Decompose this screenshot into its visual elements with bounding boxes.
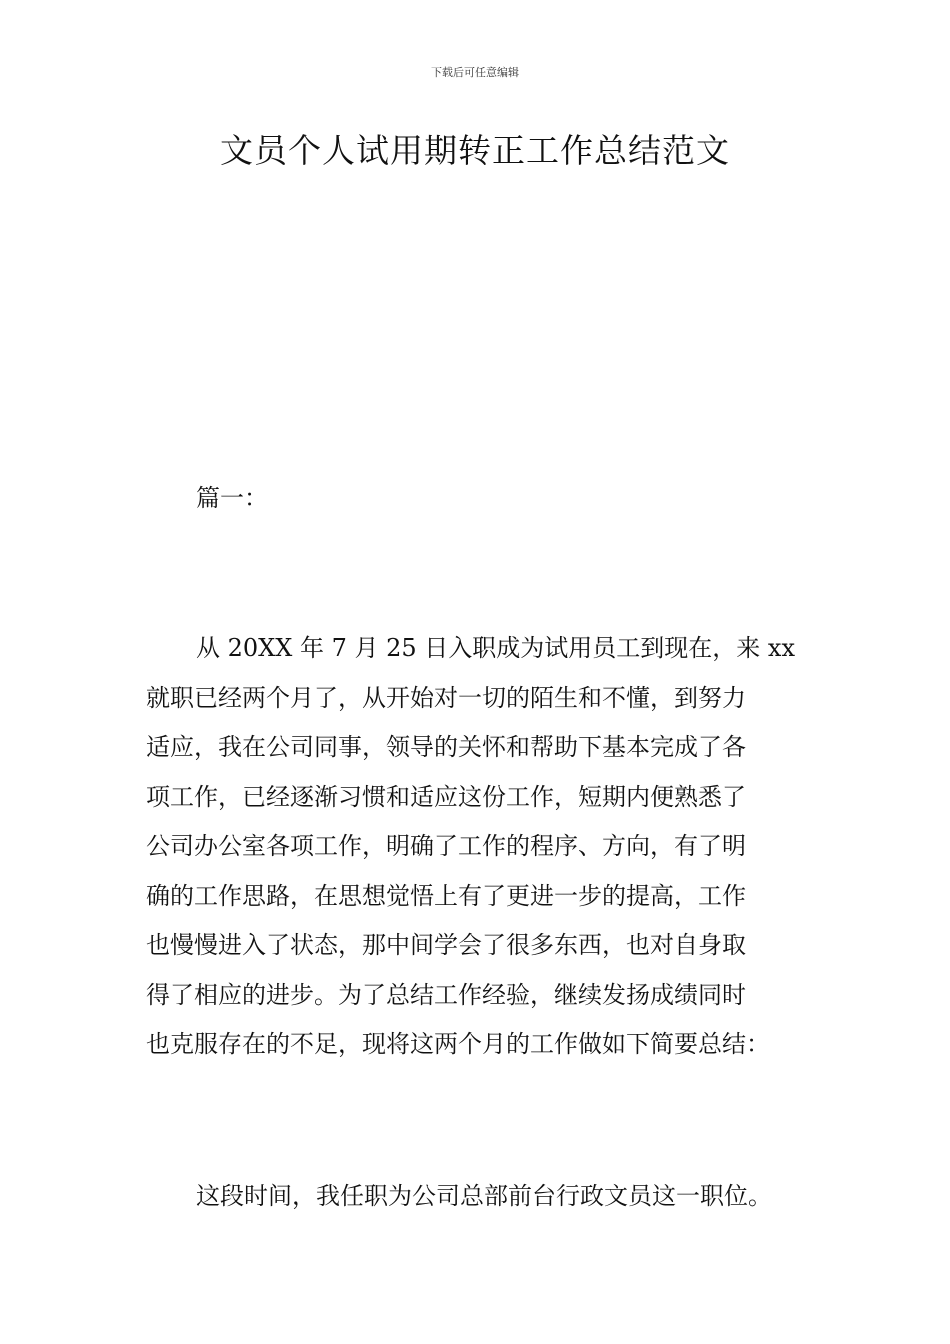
paragraph-line: 从 20XX 年 7 月 25 日入职成为试用员工到现在，来 xx <box>196 634 795 662</box>
paragraph-line: 这段时间，我任职为公司总部前台行政文员这一职位。 <box>196 1182 772 1210</box>
paragraph-line: 公司办公室各项工作，明确了工作的程序、方向，有了明 <box>146 832 746 860</box>
paragraph-line: 也慢慢进入了状态，那中间学会了很多东西，也对自身取 <box>146 931 746 959</box>
paragraph-line: 确的工作思路，在思想觉悟上有了更进一步的提高，工作 <box>146 881 746 910</box>
body-paragraph-1 <box>146 624 806 1070</box>
paragraph-line: 也克服存在的不足，现将这两个月的工作做如下简要总结： <box>146 1030 770 1058</box>
paragraph-line: 得了相应的进步。为了总结工作经验，继续发扬成绩同时 <box>146 980 746 1009</box>
section-label: 篇一： <box>196 484 268 512</box>
paragraph-line: 就职已经两个月了，从开始对一切的陌生和不懂，到努力 <box>146 683 746 712</box>
body-paragraph-2 <box>146 1172 806 1222</box>
paragraph-line: 适应，我在公司同事，领导的关怀和帮助下基本完成了各 <box>146 733 746 761</box>
document-title: 文员个人试用期转正工作总结范文 <box>220 131 730 170</box>
paragraph-line: 项工作，已经逐渐习惯和适应这份工作，短期内便熟悉了 <box>146 782 746 811</box>
header-note: 下载后可任意编辑 <box>431 66 519 79</box>
